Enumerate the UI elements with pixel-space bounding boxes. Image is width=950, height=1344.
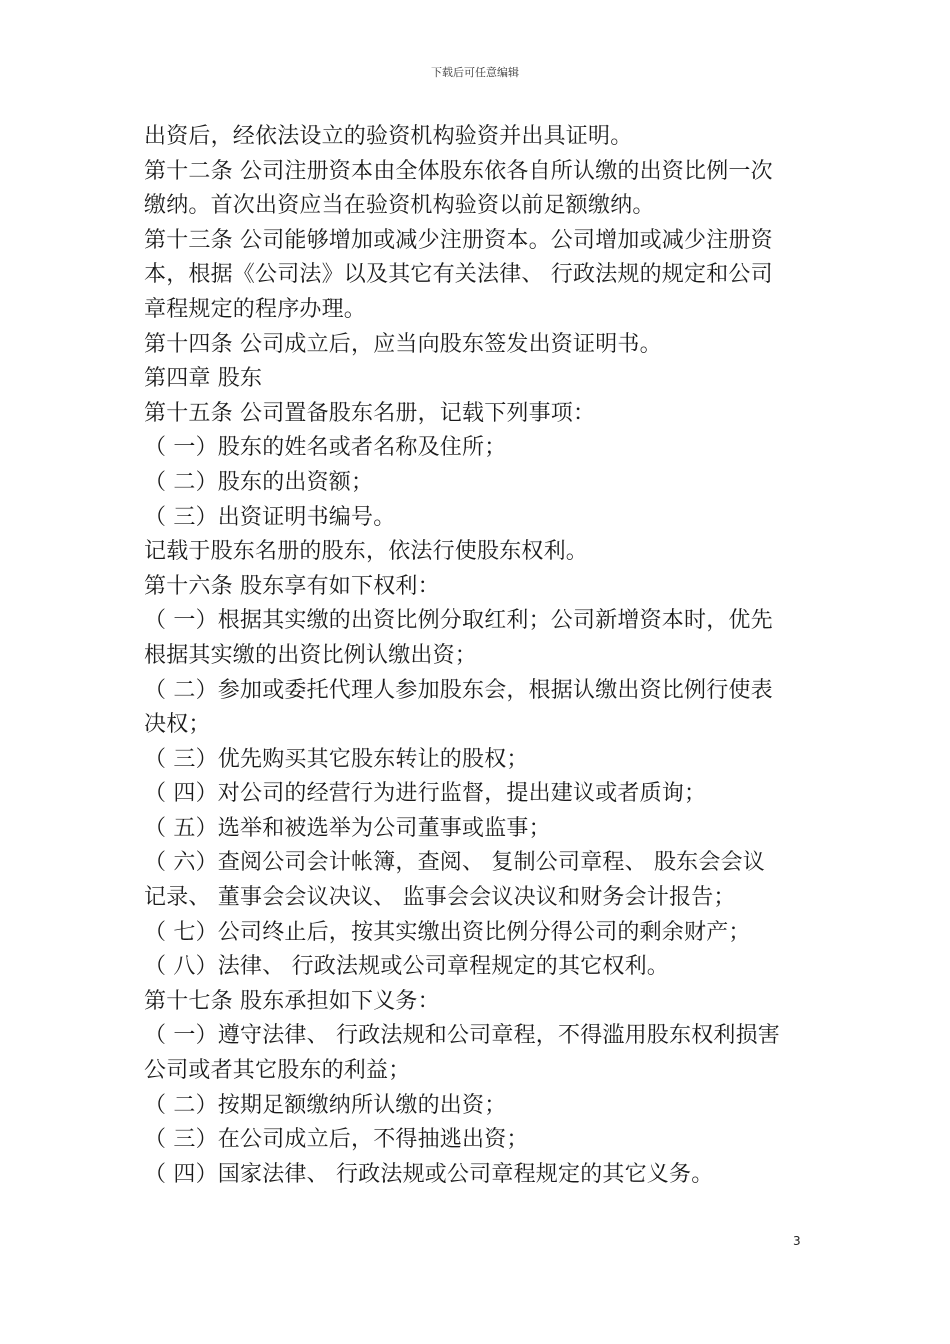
list-item: （ 三）在公司成立后，不得抽逃出资； xyxy=(144,1127,529,1153)
page-header: 下载后可任意编辑 xyxy=(431,66,519,79)
list-item: （ 二）股东的出资额； xyxy=(144,469,374,495)
text-line: 出资后，经依法设立的验资机构验资并出具证明。 xyxy=(144,124,633,149)
text-line: 缴纳。首次出资应当在验资机构验资以前足额缴纳。 xyxy=(144,193,655,219)
text-line: 章程规定的程序办理。 xyxy=(144,296,367,322)
text-line: 公司或者其它股东的利益； xyxy=(144,1058,411,1084)
chapter-heading: 第四章 股东 xyxy=(144,366,263,392)
list-item: （ 二）参加或委托代理人参加股东会，根据认缴出资比例行使表 xyxy=(144,677,773,703)
text-line: 第十七条 股东承担如下义务： xyxy=(144,988,440,1014)
list-item: （ 一）股东的姓名或者名称及住所； xyxy=(144,435,507,461)
page-number: 3 xyxy=(793,1234,801,1248)
list-item: （ 一）遵守法律、 行政法规和公司章程，不得滥用股东权利损害 xyxy=(144,1023,780,1049)
list-item: （ 四）国家法律、 行政法规或公司章程规定的其它义务。 xyxy=(144,1161,714,1187)
text-line: 第十六条 股东享有如下权利： xyxy=(144,573,440,599)
list-item: （ 七）公司终止后，按其实缴出资比例分得公司的剩余财产； xyxy=(144,919,751,945)
text-line: 第十二条 公司注册资本由全体股东依各自所认缴的出资比例一次 xyxy=(144,158,773,184)
text-line: 第十四条 公司成立后，应当向股东签发出资证明书。 xyxy=(144,331,662,357)
list-item: （ 三）出资证明书编号。 xyxy=(144,504,396,530)
document-body xyxy=(144,120,814,1192)
list-item: （ 五）选举和被选举为公司董事或监事； xyxy=(144,815,551,841)
text-line: 第十三条 公司能够增加或减少注册资本。公司增加或减少注册资 xyxy=(144,227,773,253)
list-item: （ 八）法律、 行政法规或公司章程规定的其它权利。 xyxy=(144,954,669,980)
list-item: （ 四）对公司的经营行为进行监督，提出建议或者质询； xyxy=(144,781,707,807)
list-item: （ 二）按期足额缴纳所认缴的出资； xyxy=(144,1092,507,1118)
list-item: （ 六）查阅公司会计帐簿，查阅、 复制公司章程、 股东会会议 xyxy=(144,850,765,876)
text-line: 记录、 董事会会议决议、 监事会会议决议和财务会计报告； xyxy=(144,885,736,911)
text-line: 本，根据《公司法》以及其它有关法律、 行政法规的规定和公司 xyxy=(144,262,773,288)
text-line: 根据其实缴的出资比例认缴出资； xyxy=(144,642,478,668)
text-line: 记载于股东名册的股东，依法行使股东权利。 xyxy=(144,539,589,565)
list-item: （ 三）优先购买其它股东转让的股权； xyxy=(144,746,529,772)
text-line: 决权； xyxy=(144,712,211,738)
text-line: 第十五条 公司置备股东名册，记载下列事项： xyxy=(144,400,596,426)
list-item: （ 一）根据其实缴的出资比例分取红利；公司新增资本时，优先 xyxy=(144,608,773,634)
